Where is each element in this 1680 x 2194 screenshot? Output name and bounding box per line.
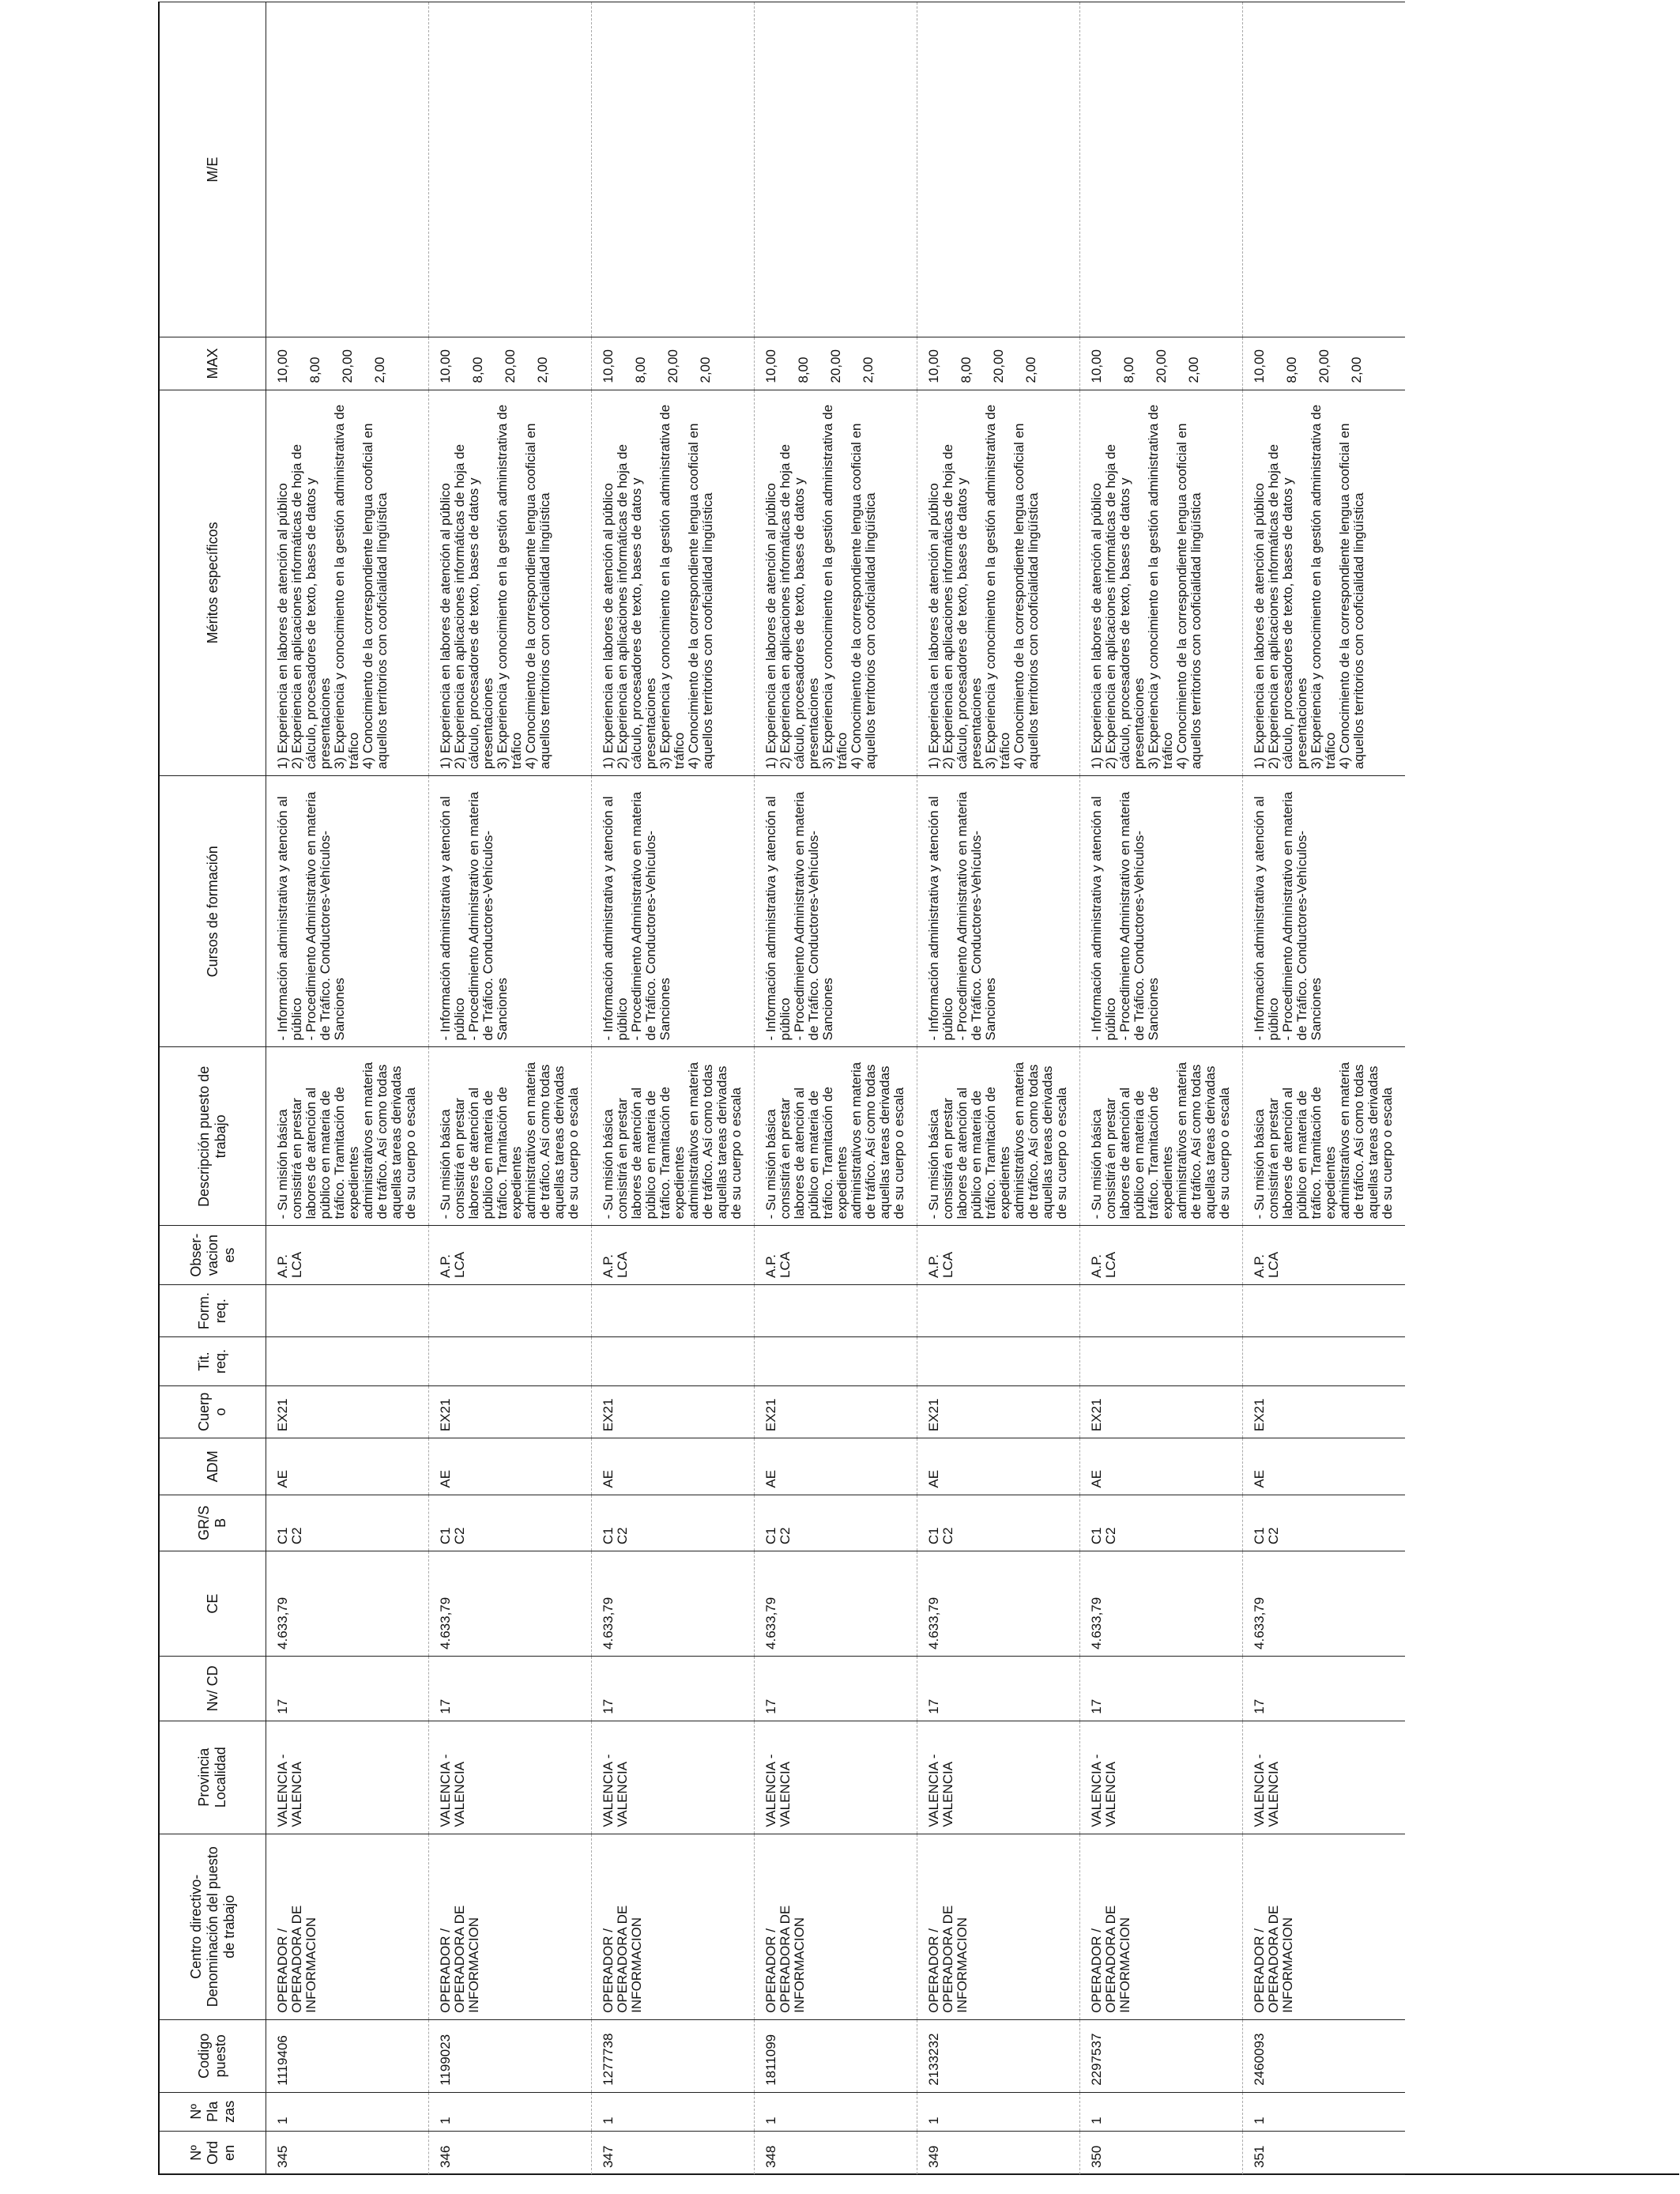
adm-cell: AE bbox=[266, 1438, 429, 1495]
codigo-cell: 2133232 bbox=[917, 2019, 1080, 2092]
centro-cell: OPERADOR / OPERADORA DE INFORMACION bbox=[755, 1834, 917, 2019]
merito-item: 3) Experiencia y conocimiento en la gestión administrativa de tráfico bbox=[657, 404, 687, 770]
gr-value: C1 bbox=[1252, 1527, 1267, 1545]
nivel-cell: 17 bbox=[429, 1656, 592, 1721]
observaciones-cell bbox=[429, 1226, 592, 1285]
max-value: 10,00 bbox=[1089, 349, 1104, 383]
positions-table bbox=[158, 2, 1405, 2175]
curso-item: - Procedimiento Administrativo en materia de Tráfico. Conductores-Vehículos-Sanciones bbox=[1280, 791, 1324, 1041]
cuerpo-cell: EX21 bbox=[917, 1385, 1080, 1438]
merito-item: 2) Experiencia en aplicaciones informáticas de hoja de cálculo, procesadores de texto, bases de datos y presentaciones bbox=[452, 444, 495, 770]
adm-cell: AE bbox=[1080, 1438, 1243, 1495]
observaciones-cell bbox=[592, 1226, 755, 1285]
grsb-cell bbox=[1080, 1495, 1243, 1551]
adm-cell: AE bbox=[1243, 1438, 1406, 1495]
codigo-cell: 2297537 bbox=[1080, 2019, 1243, 2092]
meritos-cell bbox=[429, 390, 592, 775]
descripcion-cell: - Su misión básica consistirá en prestar labores de atención al público en materia de tráfico. Tramitación de expedientes administrativos en materia de tráfico. Así como todas aquellas tareas derivadas de su cuerpo o escala bbox=[266, 1047, 429, 1226]
descripcion-cell: - Su misión básica consistirá en prestar labores de atención al público en materia de tráfico. Tramitación de expedientes administrativos en materia de tráfico. Así como todas aquellas tareas derivadas de su cuerpo o escala bbox=[917, 1047, 1080, 1226]
max-value: 20,00 bbox=[665, 349, 680, 383]
codigo-cell: 1199023 bbox=[429, 2019, 592, 2092]
merito-item: 2) Experiencia en aplicaciones informáticas de hoja de cálculo, procesadores de texto, bases de datos y presentaciones bbox=[1103, 444, 1147, 770]
header-plazas: Nº Plazas bbox=[159, 2092, 266, 2131]
meritos-cell bbox=[1080, 390, 1243, 775]
gr-value: C1 bbox=[1089, 1527, 1104, 1545]
ce-cell: 4.633,79 bbox=[429, 1551, 592, 1657]
me-cell bbox=[592, 2, 755, 337]
titreq-cell bbox=[1243, 1337, 1406, 1385]
sb-value: C2 bbox=[778, 1527, 793, 1545]
max-value: 20,00 bbox=[1154, 349, 1169, 383]
curso-item: - Procedimiento Administrativo en materia de Tráfico. Conductores-Vehículos-Sanciones bbox=[303, 791, 347, 1041]
merito-item: 1) Experiencia en labores de atención al público bbox=[438, 483, 453, 770]
plazas-cell: 1 bbox=[266, 2092, 429, 2131]
nivel-cell: 17 bbox=[755, 1656, 917, 1721]
max-value: 20,00 bbox=[340, 349, 355, 383]
formreq-cell bbox=[592, 1284, 755, 1336]
sb-value: C2 bbox=[940, 1527, 955, 1545]
observaciones-cell bbox=[1243, 1226, 1406, 1285]
provincia-cell: VALENCIA - VALENCIA bbox=[755, 1721, 917, 1834]
me-cell bbox=[1080, 2, 1243, 337]
observaciones-cell bbox=[1080, 1226, 1243, 1285]
codigo-cell: 2460093 bbox=[1243, 2019, 1406, 2092]
gr-value: C1 bbox=[438, 1527, 453, 1545]
header-ce: CE bbox=[159, 1551, 266, 1657]
max-value: 2,00 bbox=[861, 356, 876, 383]
observaciones-cell bbox=[917, 1226, 1080, 1285]
me-cell bbox=[755, 2, 917, 337]
me-cell bbox=[917, 2, 1080, 337]
me-cell bbox=[429, 2, 592, 337]
curso-item: - Información administrativa y atención al público bbox=[1252, 796, 1281, 1041]
observaciones-cell bbox=[266, 1226, 429, 1285]
curso-item: - Información administrativa y atención al público bbox=[763, 796, 793, 1041]
descripcion-cell: - Su misión básica consistirá en prestar labores de atención al público en materia de tráfico. Tramitación de expedientes administrativos en materia de tráfico. Así como todas aquellas tareas derivadas de su cuerpo o escala bbox=[592, 1047, 755, 1226]
descripcion-cell: - Su misión básica consistirá en prestar labores de atención al público en materia de tráfico. Tramitación de expedientes administrativos en materia de tráfico. Así como todas aquellas tareas derivadas de su cuerpo o escala bbox=[429, 1047, 592, 1226]
max-cell bbox=[1243, 337, 1406, 390]
curso-item: - Procedimiento Administrativo en materia de Tráfico. Conductores-Vehículos-Sanciones bbox=[629, 791, 672, 1041]
cursos-cell bbox=[429, 776, 592, 1047]
max-value: 10,00 bbox=[926, 349, 941, 383]
obs-ap: A.P. bbox=[1252, 1253, 1267, 1278]
max-value: 2,00 bbox=[1349, 356, 1364, 383]
sb-value: C2 bbox=[615, 1527, 630, 1545]
grsb-cell bbox=[266, 1495, 429, 1551]
header-descripcion: Descripción puesto de trabajo bbox=[159, 1047, 266, 1226]
formreq-cell bbox=[266, 1284, 429, 1336]
adm-cell: AE bbox=[429, 1438, 592, 1495]
sb-value: C2 bbox=[1103, 1527, 1118, 1545]
header-max: MAX bbox=[159, 337, 266, 390]
ce-cell: 4.633,79 bbox=[917, 1551, 1080, 1657]
cursos-cell bbox=[266, 776, 429, 1047]
ce-cell: 4.633,79 bbox=[1243, 1551, 1406, 1657]
merito-item: 2) Experiencia en aplicaciones informáticas de hoja de cálculo, procesadores de texto, bases de datos y presentaciones bbox=[615, 444, 658, 770]
max-value: 20,00 bbox=[991, 349, 1006, 383]
cuerpo-cell: EX21 bbox=[266, 1385, 429, 1438]
table-row bbox=[917, 2, 1080, 2175]
merito-item: 4) Conocimiento de la correspondiente lengua cooficial en aquellos territorios con cooficialidad lingüística bbox=[523, 423, 552, 770]
meritos-cell bbox=[1243, 390, 1406, 775]
merito-item: 1) Experiencia en labores de atención al público bbox=[1089, 483, 1104, 770]
cuerpo-cell: EX21 bbox=[429, 1385, 592, 1438]
table-row bbox=[755, 2, 917, 2175]
max-value: 8,00 bbox=[307, 356, 322, 383]
centro-cell: OPERADOR / OPERADORA DE INFORMACION bbox=[917, 1834, 1080, 2019]
formreq-cell bbox=[917, 1284, 1080, 1336]
obs-lca: LCA bbox=[1103, 1251, 1118, 1278]
max-value: 8,00 bbox=[470, 356, 485, 383]
obs-ap: A.P. bbox=[926, 1253, 941, 1278]
merito-item: 4) Conocimiento de la correspondiente lengua cooficial en aquellos territorios con cooficialidad lingüística bbox=[686, 423, 715, 770]
merito-item: 1) Experiencia en labores de atención al público bbox=[926, 483, 941, 770]
titreq-cell bbox=[1080, 1337, 1243, 1385]
curso-item: - Procedimiento Administrativo en materia de Tráfico. Conductores-Vehículos-Sanciones bbox=[955, 791, 998, 1041]
max-value: 20,00 bbox=[503, 349, 518, 383]
orden-cell: 349 bbox=[917, 2131, 1080, 2174]
merito-item: 4) Conocimiento de la correspondiente lengua cooficial en aquellos territorios con cooficialidad lingüística bbox=[1174, 423, 1203, 770]
max-cell bbox=[429, 337, 592, 390]
titreq-cell bbox=[755, 1337, 917, 1385]
merito-item: 3) Experiencia y conocimiento en la gestión administrativa de tráfico bbox=[820, 404, 849, 770]
curso-item: - Información administrativa y atención al público bbox=[926, 796, 955, 1041]
ce-cell: 4.633,79 bbox=[1080, 1551, 1243, 1657]
merito-item: 3) Experiencia y conocimiento en la gestión administrativa de tráfico bbox=[1309, 404, 1338, 770]
header-adm: ADM bbox=[159, 1438, 266, 1495]
ce-cell: 4.633,79 bbox=[592, 1551, 755, 1657]
sb-value: C2 bbox=[452, 1527, 467, 1545]
merito-item: 1) Experiencia en labores de atención al público bbox=[601, 483, 616, 770]
orden-cell: 346 bbox=[429, 2131, 592, 2174]
centro-cell: OPERADOR / OPERADORA DE INFORMACION bbox=[592, 1834, 755, 2019]
orden-cell: 345 bbox=[266, 2131, 429, 2174]
descripcion-cell: - Su misión básica consistirá en prestar labores de atención al público en materia de tráfico. Tramitación de expedientes administrativos en materia de tráfico. Así como todas aquellas tareas derivadas de su cuerpo o escala bbox=[1080, 1047, 1243, 1226]
max-cell bbox=[592, 337, 755, 390]
cursos-cell bbox=[1243, 776, 1406, 1047]
titreq-cell bbox=[429, 1337, 592, 1385]
orden-cell: 348 bbox=[755, 2131, 917, 2174]
ce-cell: 4.633,79 bbox=[755, 1551, 917, 1657]
obs-lca: LCA bbox=[1266, 1251, 1281, 1278]
grsb-cell bbox=[592, 1495, 755, 1551]
max-cell bbox=[266, 337, 429, 390]
max-value: 2,00 bbox=[535, 356, 550, 383]
sb-value: C2 bbox=[289, 1527, 304, 1545]
provincia-cell: VALENCIA - VALENCIA bbox=[1080, 1721, 1243, 1834]
centro-cell: OPERADOR / OPERADORA DE INFORMACION bbox=[1080, 1834, 1243, 2019]
header-codigo: Codigo puesto bbox=[159, 2019, 266, 2092]
sb-value: C2 bbox=[1266, 1527, 1281, 1545]
header-orden: Nº Orden bbox=[159, 2131, 266, 2174]
codigo-cell: 1811099 bbox=[755, 2019, 917, 2092]
plazas-cell: 1 bbox=[429, 2092, 592, 2131]
provincia-cell: VALENCIA - VALENCIA bbox=[266, 1721, 429, 1834]
nivel-cell: 17 bbox=[917, 1656, 1080, 1721]
obs-ap: A.P. bbox=[763, 1253, 778, 1278]
plazas-cell: 1 bbox=[1243, 2092, 1406, 2131]
header-me: M/E bbox=[159, 2, 266, 337]
max-value: 8,00 bbox=[633, 356, 648, 383]
gr-value: C1 bbox=[926, 1527, 941, 1545]
formreq-cell bbox=[1243, 1284, 1406, 1336]
max-value: 2,00 bbox=[1186, 356, 1201, 383]
curso-item: - Información administrativa y atención al público bbox=[601, 796, 630, 1041]
header-grsb: GR/SB bbox=[159, 1495, 266, 1551]
cuerpo-cell: EX21 bbox=[1243, 1385, 1406, 1438]
curso-item: - Procedimiento Administrativo en materia de Tráfico. Conductores-Vehículos-Sanciones bbox=[1117, 791, 1161, 1041]
table-row bbox=[429, 2, 592, 2175]
table-row bbox=[592, 2, 755, 2175]
obs-lca: LCA bbox=[615, 1251, 630, 1278]
obs-lca: LCA bbox=[778, 1251, 793, 1278]
curso-item: - Información administrativa y atención al público bbox=[275, 796, 304, 1041]
orden-cell: 350 bbox=[1080, 2131, 1243, 2174]
merito-item: 3) Experiencia y conocimiento en la gestión administrativa de tráfico bbox=[332, 404, 361, 770]
centro-cell: OPERADOR / OPERADORA DE INFORMACION bbox=[429, 1834, 592, 2019]
grsb-cell bbox=[917, 1495, 1080, 1551]
adm-cell: AE bbox=[592, 1438, 755, 1495]
obs-ap: A.P. bbox=[1089, 1253, 1104, 1278]
cursos-cell bbox=[1080, 776, 1243, 1047]
merito-item: 2) Experiencia en aplicaciones informáticas de hoja de cálculo, procesadores de texto, bases de datos y presentaciones bbox=[940, 444, 984, 770]
merito-item: 2) Experiencia en aplicaciones informáticas de hoja de cálculo, procesadores de texto, bases de datos y presentaciones bbox=[778, 444, 821, 770]
header-nivel: Nv/ CD bbox=[159, 1656, 266, 1721]
merito-item: 2) Experiencia en aplicaciones informáticas de hoja de cálculo, procesadores de texto, bases de datos y presentaciones bbox=[1266, 444, 1309, 770]
gr-value: C1 bbox=[763, 1527, 778, 1545]
max-value: 2,00 bbox=[372, 356, 387, 383]
ce-cell: 4.633,79 bbox=[266, 1551, 429, 1657]
descripcion-cell: - Su misión básica consistirá en prestar labores de atención al público en materia de tráfico. Tramitación de expedientes administrativos en materia de tráfico. Así como todas aquellas tareas derivadas de su cuerpo o escala bbox=[755, 1047, 917, 1226]
plazas-cell: 1 bbox=[755, 2092, 917, 2131]
merito-item: 4) Conocimiento de la correspondiente lengua cooficial en aquellos territorios con cooficialidad lingüística bbox=[849, 423, 878, 770]
merito-item: 3) Experiencia y conocimiento en la gestión administrativa de tráfico bbox=[495, 404, 524, 770]
header-meritos: Méritos específicos bbox=[159, 390, 266, 775]
plazas-cell: 1 bbox=[592, 2092, 755, 2131]
merito-item: 3) Experiencia y conocimiento en la gestión administrativa de tráfico bbox=[1146, 404, 1175, 770]
cuerpo-cell: EX21 bbox=[592, 1385, 755, 1438]
adm-cell: AE bbox=[917, 1438, 1080, 1495]
provincia-cell: VALENCIA - VALENCIA bbox=[917, 1721, 1080, 1834]
obs-lca: LCA bbox=[452, 1251, 467, 1278]
curso-item: - Procedimiento Administrativo en materia de Tráfico. Conductores-Vehículos-Sanciones bbox=[466, 791, 510, 1041]
observaciones-cell bbox=[755, 1226, 917, 1285]
merito-item: 1) Experiencia en labores de atención al público bbox=[275, 483, 290, 770]
max-value: 8,00 bbox=[796, 356, 811, 383]
max-value: 20,00 bbox=[1317, 349, 1332, 383]
header-provincia: Provincia Localidad bbox=[159, 1721, 266, 1834]
header-titreq: Tit. req. bbox=[159, 1337, 266, 1385]
formreq-cell bbox=[1080, 1284, 1243, 1336]
obs-ap: A.P. bbox=[275, 1253, 290, 1278]
curso-item: - Procedimiento Administrativo en materia de Tráfico. Conductores-Vehículos-Sanciones bbox=[792, 791, 835, 1041]
cuerpo-cell: EX21 bbox=[755, 1385, 917, 1438]
max-value: 2,00 bbox=[698, 356, 713, 383]
cursos-cell bbox=[755, 776, 917, 1047]
orden-cell: 351 bbox=[1243, 2131, 1406, 2174]
titreq-cell bbox=[592, 1337, 755, 1385]
centro-cell: OPERADOR / OPERADORA DE INFORMACION bbox=[266, 1834, 429, 2019]
max-value: 8,00 bbox=[959, 356, 974, 383]
merito-item: 3) Experiencia y conocimiento en la gestión administrativa de tráfico bbox=[983, 404, 1012, 770]
max-value: 10,00 bbox=[275, 349, 290, 383]
meritos-cell bbox=[755, 390, 917, 775]
titreq-cell bbox=[917, 1337, 1080, 1385]
nivel-cell: 17 bbox=[592, 1656, 755, 1721]
grsb-cell bbox=[429, 1495, 592, 1551]
curso-item: - Información administrativa y atención al público bbox=[438, 796, 467, 1041]
max-value: 10,00 bbox=[1252, 349, 1267, 383]
formreq-cell bbox=[755, 1284, 917, 1336]
adm-cell: AE bbox=[755, 1438, 917, 1495]
obs-lca: LCA bbox=[289, 1251, 304, 1278]
obs-ap: A.P. bbox=[438, 1253, 453, 1278]
max-value: 10,00 bbox=[763, 349, 778, 383]
max-value: 8,00 bbox=[1121, 356, 1136, 383]
max-value: 8,00 bbox=[1284, 356, 1299, 383]
me-cell bbox=[266, 2, 429, 337]
merito-item: 1) Experiencia en labores de atención al público bbox=[763, 483, 778, 770]
max-value: 20,00 bbox=[828, 349, 843, 383]
header-formreq: Form. req. bbox=[159, 1284, 266, 1336]
formreq-cell bbox=[429, 1284, 592, 1336]
obs-lca: LCA bbox=[940, 1251, 955, 1278]
gr-value: C1 bbox=[275, 1527, 290, 1545]
cuerpo-cell: EX21 bbox=[1080, 1385, 1243, 1438]
meritos-cell bbox=[917, 390, 1080, 775]
titreq-cell bbox=[266, 1337, 429, 1385]
header-centro: Centro directivo- Denominación del puesto de trabajo bbox=[159, 1834, 266, 2019]
header-observaciones: Obser- vaciones bbox=[159, 1226, 266, 1285]
table-row bbox=[1243, 2, 1406, 2175]
max-value: 10,00 bbox=[601, 349, 616, 383]
provincia-cell: VALENCIA - VALENCIA bbox=[429, 1721, 592, 1834]
header-cuerpo: Cuerpo bbox=[159, 1385, 266, 1438]
descripcion-cell: - Su misión básica consistirá en prestar labores de atención al público en materia de tráfico. Tramitación de expedientes administrativos en materia de tráfico. Así como todas aquellas tareas derivadas de su cuerpo o escala bbox=[1243, 1047, 1406, 1226]
max-value: 10,00 bbox=[438, 349, 453, 383]
plazas-cell: 1 bbox=[1080, 2092, 1243, 2131]
header-row bbox=[159, 2, 266, 2175]
grsb-cell bbox=[755, 1495, 917, 1551]
provincia-cell: VALENCIA - VALENCIA bbox=[1243, 1721, 1406, 1834]
merito-item: 4) Conocimiento de la correspondiente lengua cooficial en aquellos territorios con cooficialidad lingüística bbox=[360, 423, 390, 770]
header-cursos: Cursos de formación bbox=[159, 776, 266, 1047]
table-row bbox=[1080, 2, 1243, 2175]
cursos-cell bbox=[592, 776, 755, 1047]
merito-item: 4) Conocimiento de la correspondiente lengua cooficial en aquellos territorios con cooficialidad lingüística bbox=[1011, 423, 1041, 770]
meritos-cell bbox=[266, 390, 429, 775]
cursos-cell bbox=[917, 776, 1080, 1047]
merito-item: 1) Experiencia en labores de atención al público bbox=[1252, 483, 1267, 770]
max-cell bbox=[1080, 337, 1243, 390]
obs-ap: A.P. bbox=[601, 1253, 616, 1278]
max-cell bbox=[755, 337, 917, 390]
meritos-cell bbox=[592, 390, 755, 775]
codigo-cell: 1277738 bbox=[592, 2019, 755, 2092]
nivel-cell: 17 bbox=[266, 1656, 429, 1721]
merito-item: 2) Experiencia en aplicaciones informáticas de hoja de cálculo, procesadores de texto, bases de datos y presentaciones bbox=[289, 444, 333, 770]
me-cell bbox=[1243, 2, 1406, 337]
curso-item: - Información administrativa y atención al público bbox=[1089, 796, 1118, 1041]
orden-cell: 347 bbox=[592, 2131, 755, 2174]
plazas-cell: 1 bbox=[917, 2092, 1080, 2131]
provincia-cell: VALENCIA - VALENCIA bbox=[592, 1721, 755, 1834]
codigo-cell: 1119406 bbox=[266, 2019, 429, 2092]
nivel-cell: 17 bbox=[1243, 1656, 1406, 1721]
merito-item: 4) Conocimiento de la correspondiente lengua cooficial en aquellos territorios con cooficialidad lingüística bbox=[1337, 423, 1366, 770]
gr-value: C1 bbox=[601, 1527, 616, 1545]
centro-cell: OPERADOR / OPERADORA DE INFORMACION bbox=[1243, 1834, 1406, 2019]
table-row bbox=[266, 2, 429, 2175]
nivel-cell: 17 bbox=[1080, 1656, 1243, 1721]
max-value: 2,00 bbox=[1023, 356, 1038, 383]
max-cell bbox=[917, 337, 1080, 390]
grsb-cell bbox=[1243, 1495, 1406, 1551]
